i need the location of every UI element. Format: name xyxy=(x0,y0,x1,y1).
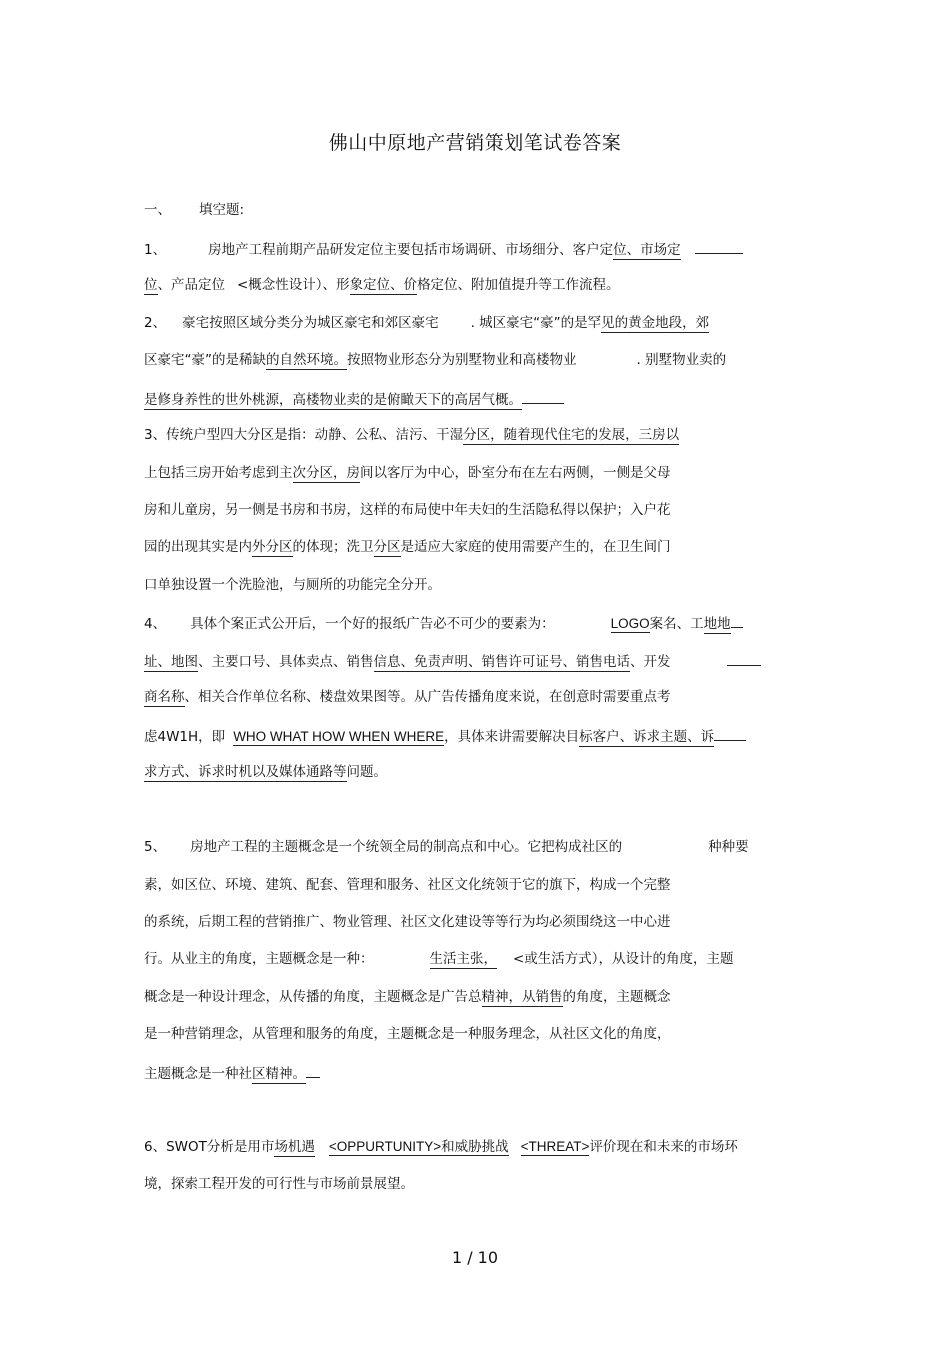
answer-blank: 外分区 xyxy=(252,539,293,555)
text: <或生活方式），从设计的角度，主题 xyxy=(513,951,734,967)
text: 房地产工程的主题概念是一个统领全局的制高点和中心。它把构成社区的 xyxy=(190,839,623,855)
q4-line-5 xyxy=(144,762,387,782)
text: 格定位、附加值提升等工作流程。 xyxy=(417,277,620,293)
q2-number: 2、 xyxy=(144,315,167,331)
text: 的体现；洗卫 xyxy=(292,539,374,555)
text: 区豪宅“豪”的是稀缺 xyxy=(144,352,266,368)
text: 是适应大家庭的使用需要产生的，在卫生间门 xyxy=(400,539,671,555)
q2-line-1 xyxy=(144,313,709,333)
answer-blank: LOGO xyxy=(610,616,650,631)
text: 问题。 xyxy=(346,764,387,780)
text: 、产品定位 xyxy=(157,277,225,293)
answer-blank: 场机遇 xyxy=(274,1139,315,1155)
section-label: 填空题: xyxy=(199,202,245,218)
text: 、相关合作单位名称、楼盘效果图等。从广告传播角度来说，在创意时需要重点考 xyxy=(184,689,671,705)
q5-line-3: 的系统，后期工程的营销推广、物业管理、社区文化建设等等行为均必须围绕这一中心进 xyxy=(144,914,671,930)
text: 房地产工程前期产品研发定位主要包括市场调研、市场细分、客户定 xyxy=(208,242,614,258)
underline-blank xyxy=(731,612,743,628)
page-title: 佛山中原地产营销策划笔试卷答案 xyxy=(328,132,622,154)
answer-blank: 象定位、价 xyxy=(349,277,418,293)
q2-line-3 xyxy=(144,388,564,410)
answer-blank: 区精神。 xyxy=(252,1066,306,1082)
text: 、开发 xyxy=(630,654,671,670)
text: 种种要 xyxy=(708,839,749,855)
text: 虑4W1H，即 xyxy=(144,729,226,745)
text: 具体个案正式公开后，一个好的报纸广告必不可少的要素为： xyxy=(190,616,555,632)
q5-line-6: 是一种营销理念，从管理和服务的角度，主题概念是一种服务理念，从社区文化的角度， xyxy=(144,1026,671,1042)
q4-line-2 xyxy=(144,650,761,672)
answer-blank: 精神，从销售 xyxy=(481,989,563,1005)
text: 间以客厅为中心，卧室分布在左右两侧，一侧是父母 xyxy=(360,465,671,481)
text: 6、SWOT分析是用市 xyxy=(144,1139,275,1155)
underline-blank xyxy=(522,388,564,404)
q3-line-5: 口单独设置一个洗脸池，与厕所的功能完全分开。 xyxy=(144,577,441,593)
q6-line-1 xyxy=(144,1137,738,1157)
page-number: 1 / 10 xyxy=(451,1248,499,1267)
answer-blank: 可证号、销售电话 xyxy=(522,654,630,670)
answer-blank: <OPPURTUNITY>和威胁挑战 xyxy=(328,1139,509,1154)
answer-blank: 址、地图 xyxy=(144,654,198,670)
text: 行。从业主的角度，主题概念是一种： xyxy=(144,951,374,967)
underline-blank xyxy=(306,1062,320,1078)
q3-line-4 xyxy=(144,537,671,557)
answer-blank: 标客户、诉求主题、诉 xyxy=(579,729,715,745)
answer-blank: <THREAT> xyxy=(520,1139,590,1154)
text: 3、传统户型四大分区是指：动静、公私、洁污、干湿 xyxy=(144,427,464,443)
text: 主题概念是一种社 xyxy=(144,1066,252,1082)
answer-blank: 见的黄金地段，郊 xyxy=(601,315,710,331)
answer-blank: 信息、免责声明、销售许 xyxy=(373,654,522,670)
q5-line-4 xyxy=(144,949,734,969)
q4-line-3 xyxy=(144,687,671,707)
text: 按照物业形态分为别墅物业和高楼物业 xyxy=(347,352,577,368)
q3-line-3: 房和儿童房，另一侧是书房和书房，这样的布局使中年夫妇的生活隐私得以保护；入户花 xyxy=(144,502,671,518)
text: ，具体来讲需要解决目 xyxy=(444,729,580,745)
text: . 别墅物业卖的 xyxy=(636,352,727,368)
answer-blank: 生活主张， xyxy=(429,951,497,967)
q2-line-2 xyxy=(144,350,726,370)
text: 豪宅按照区域分类分为城区豪宅和郊区豪宅 xyxy=(182,315,439,331)
underline-blank xyxy=(714,725,746,741)
text: 的角度，主题概念 xyxy=(562,989,671,1005)
section-heading xyxy=(144,200,244,220)
q4-line-1 xyxy=(144,612,743,634)
q5-number: 5、 xyxy=(144,839,167,855)
q1-line-1 xyxy=(144,238,743,260)
q6-line-2: 境，探索工程开发的可行性与市场前景展望。 xyxy=(144,1176,414,1192)
text: <概念性设计）、形 xyxy=(237,277,350,293)
section-number: 一、 xyxy=(144,202,171,218)
answer-blank: WHO WHAT HOW WHEN WHERE xyxy=(233,729,445,744)
q1-number: 1、 xyxy=(144,242,167,258)
q3-line-1 xyxy=(144,425,679,445)
text: 上包括三房开始考虑到主 xyxy=(144,465,293,481)
answer-blank: 分区，随着现代住宅的发展，三房以 xyxy=(463,427,680,443)
answer-blank: 的自然环境。 xyxy=(266,352,347,368)
answer-blank: 分区 xyxy=(373,539,401,555)
text: . 城区豪宅“豪”的是罕 xyxy=(470,315,602,331)
answer-blank: 地地 xyxy=(703,616,731,632)
q5-line-1 xyxy=(144,837,749,857)
q4-line-4 xyxy=(144,725,746,747)
q3-line-2 xyxy=(144,463,671,483)
q5-line-2: 素，如区位、环境、建筑、配套、管理和服务、社区文化统领于它的旗下，构成一个完整 xyxy=(144,877,671,893)
text: 案名、工 xyxy=(649,616,704,632)
answer-blank: 是修身养性的世外桃源，高楼物业卖的是俯瞰天下的高居气概。 xyxy=(144,392,522,408)
text: 评价现在和未来的市场环 xyxy=(589,1139,738,1155)
answer-blank: 求方式、诉求时机以及媒体通路等 xyxy=(144,764,347,780)
answer-blank: 位 xyxy=(144,277,158,293)
q5-line-7 xyxy=(144,1062,320,1084)
underline-blank xyxy=(727,650,761,666)
answer-blank: 商名称 xyxy=(144,689,185,705)
text: 、主要口号、具体卖点、销售 xyxy=(198,654,374,670)
underline-blank xyxy=(695,238,743,254)
q1-line-2 xyxy=(144,275,620,295)
q5-line-5 xyxy=(144,987,671,1007)
text: 园的出现其实是内 xyxy=(144,539,252,555)
q4-number: 4、 xyxy=(144,616,167,632)
answer-blank: 位、市场定 xyxy=(613,242,681,258)
answer-blank: 次分区，房 xyxy=(292,465,360,481)
text: 概念是一种设计理念，从传播的角度，主题概念是广告总 xyxy=(144,989,482,1005)
